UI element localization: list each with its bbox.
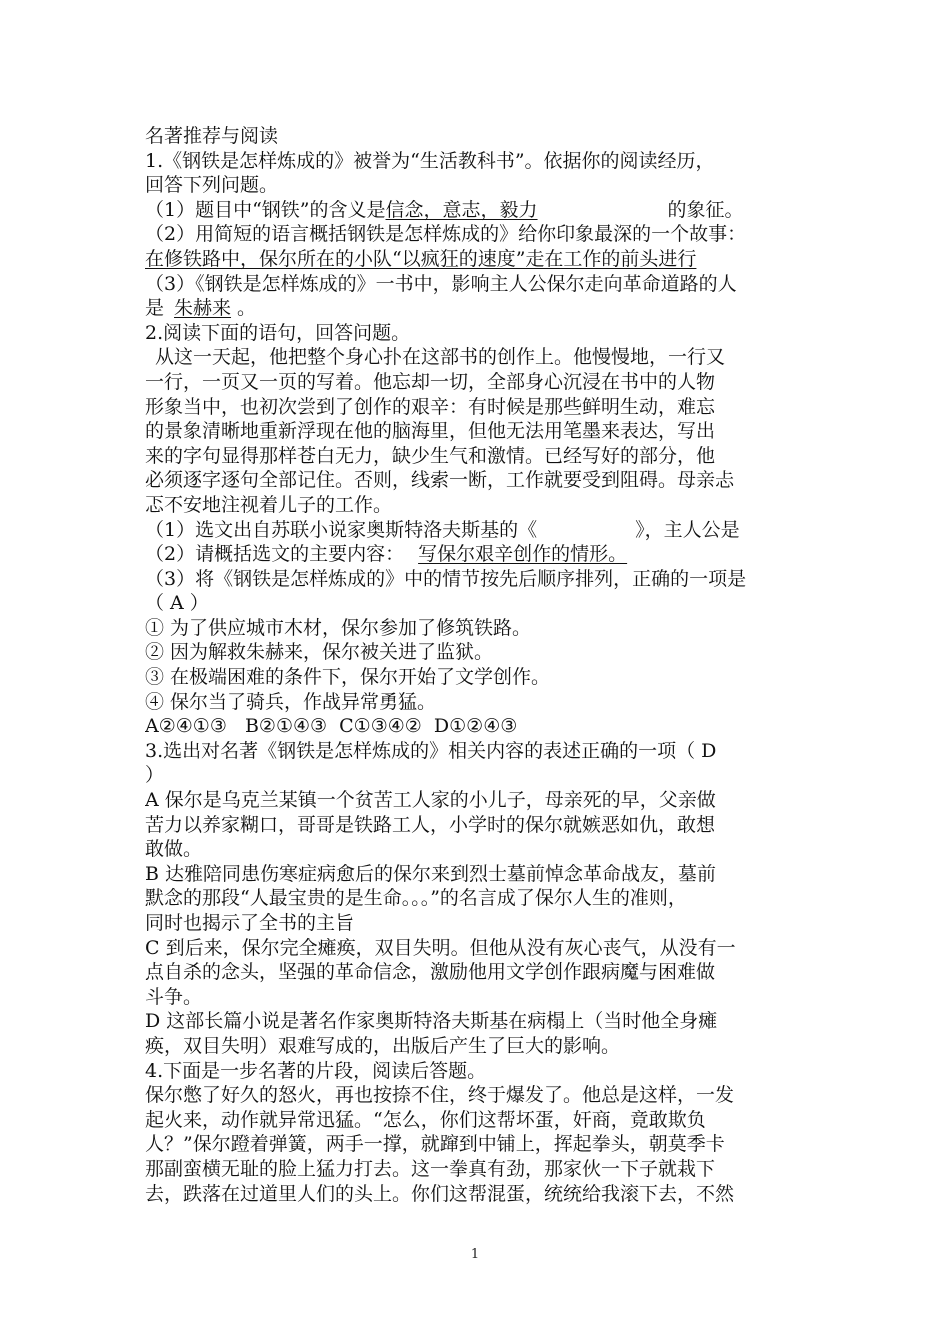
q1-part3-answer: 朱赫来 [174, 297, 232, 320]
q1-part3-line1: （3）《钢铁是怎样炼成的》一书中，影响主人公保尔走向革命道路的人 [145, 272, 737, 295]
q3-line: 敢做。 [145, 838, 203, 861]
q1-part1 [145, 198, 810, 223]
q1-part1-prefix: （1）题目中“钢铁”的含义是 [145, 198, 386, 221]
q2-passage-line: 一行，一页又一页的写着。他忘却一切，全部身心沉浸在书中的人物 [145, 370, 716, 393]
q2-option: ③ 在极端困难的条件下，保尔开始了文学创作。 [145, 666, 551, 689]
q3-line: 斗争。 [145, 985, 203, 1008]
page-number: 1 [470, 1247, 480, 1262]
q2-part3-line1: （3）将《钢铁是怎样炼成的》中的情节按先后顺序排列，正确的一项是 [145, 567, 747, 590]
q2-stem: 2.阅读下面的语句，回答问题。 [145, 321, 411, 344]
document-body [145, 124, 810, 1206]
q1-part1-suffix: 的象征。 [667, 198, 744, 221]
q3-line: C 到后来，保尔完全瘫痪，双目失明。但他从没有灰心丧气，从没有一 [145, 936, 736, 959]
q3-line: 同时也揭示了全书的主旨 [145, 912, 355, 934]
q2-passage-line: 从这一天起，他把整个身心扑在这部书的创作上。他慢慢地，一行又 [155, 346, 726, 369]
q1-part2: （2）用简短的语言概括钢铁是怎样炼成的》给你印象最深的一个故事： [145, 223, 747, 246]
q2-part3-answer: （ A ） [145, 592, 209, 615]
q3-line: D 这部长篇小说是著名作家奥斯特洛夫斯基在病榻上（当时他全身瘫 [145, 1010, 718, 1033]
q3-line: 痪，双目失明）艰难写成的，出版后产生了巨大的影响。 [145, 1034, 621, 1057]
q2-option: ① 为了供应城市木材，保尔参加了修筑铁路。 [145, 616, 532, 639]
document-title: 名著推荐与阅读 [145, 125, 279, 147]
q2-passage-line: 的景象清晰地重新浮现在他的脑海里，但他无法用笔墨来表达，写出 [145, 420, 716, 443]
q2-part2-answer: 写保尔艰辛创作的情形。 [418, 543, 628, 566]
q2-part1: （1）选文出自苏联小说家奥斯特洛夫斯基的《 》，主人公是 [145, 518, 740, 541]
q2-passage-line: 来的字句显得那样苍白无力，缺少生气和激情。已经写好的部分，他 [145, 444, 716, 467]
q2-choices: A②④①③ B②①④③ C①③④② D①②④③ [145, 715, 518, 738]
q1-stem-line1: 1.《钢铁是怎样炼成的》被誉为“生活教科书”。依据你的阅读经历， [145, 149, 715, 172]
q3-line: 点自杀的念头，坚强的革命信念，激励他用文学创作跟病魔与困难做 [145, 961, 716, 984]
q2-passage-line: 必须逐字逐句全部记住。否则，线索一断，工作就要受到阻碍。母亲忐 [145, 469, 735, 492]
q4-stem: 4.下面是一步名著的片段，阅读后答题。 [145, 1059, 487, 1082]
q3-line: 默念的那段“人最宝贵的是生命。。。”的名言成了保尔人生的准则， [145, 887, 687, 910]
q3-line: 3.选出对名著《钢铁是怎样炼成的》相关内容的表述正确的一项（ D [145, 739, 717, 762]
q4-passage-line: 人？”保尔蹬着弹簧，两手一撑，就蹿到中铺上，挥起拳头，朝莫季卡 [145, 1133, 725, 1156]
q1-part1-answer: 信念，意志，毅力 [385, 198, 538, 221]
q2-passage-line: 忑不安地注视着儿子的工作。 [145, 493, 393, 516]
q4-passage-line: 去，跌落在过道里人们的头上。你们这帮混蛋，统统给我滚下去，不然 [145, 1182, 735, 1205]
q4-passage-line: 那副蛮横无耻的脸上猛力打去。这一拳真有劲，那家伙一下子就栽下 [145, 1157, 716, 1180]
q3-line: B 达雅陪同患伤寒症病愈后的保尔来到烈士墓前悼念革命战友，墓前 [145, 862, 717, 885]
q3-line: ） [145, 764, 165, 787]
q1-part3-line2: 是 朱赫来 。 [145, 297, 257, 320]
q2-option: ④ 保尔当了骑兵，作战异常勇猛。 [145, 690, 437, 713]
q1-part2-answer: 在修铁路中，保尔所在的小队“以疯狂的速度”走在工作的前头进行 [145, 247, 697, 270]
q3-line: 苦力以养家糊口，哥哥是铁路工人，小学时的保尔就嫉恶如仇，敢想 [145, 813, 716, 836]
q2-option: ② 因为解救朱赫来，保尔被关进了监狱。 [145, 641, 494, 664]
q4-passage-line: 起火来，动作就异常迅猛。“怎么，你们这帮坏蛋，奸商，竟敢欺负 [145, 1108, 706, 1131]
q3-line: A 保尔是乌克兰某镇一个贫苦工人家的小儿子，母亲死的早，父亲做 [145, 789, 716, 812]
q2-part2: （2）请概括选文的主要内容： 写保尔艰辛创作的情形。 [145, 543, 628, 566]
q4-passage-line: 保尔憋了好久的怒火，再也按捺不住，终于爆发了。他总是这样，一发 [145, 1084, 735, 1107]
q2-passage-line: 形象当中，也初次尝到了创作的艰辛：有时候是那些鲜明生动，难忘 [145, 395, 716, 418]
q1-stem-line2: 回答下列问题。 [145, 174, 279, 197]
